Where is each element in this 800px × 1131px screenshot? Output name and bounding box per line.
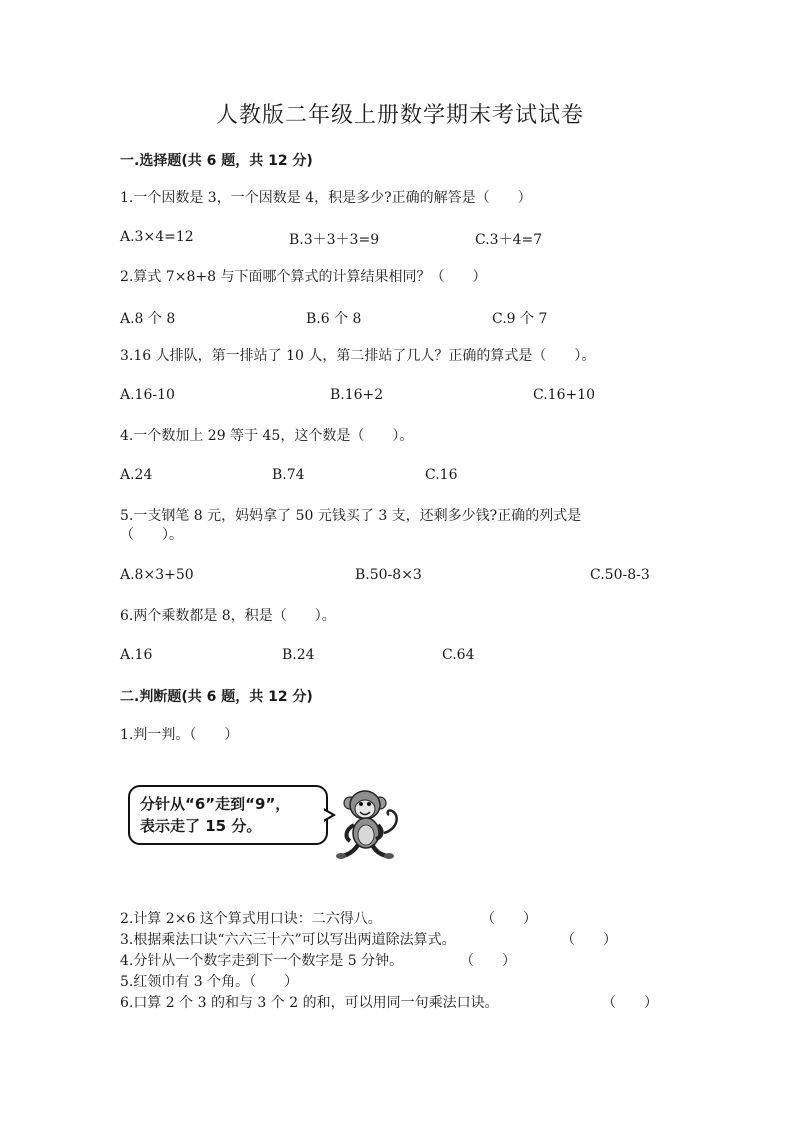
q2-option-a[interactable]: A.8 个 8 (120, 311, 176, 327)
q5-option-a[interactable]: A.8×3+50 (120, 567, 194, 583)
q6-option-a[interactable]: A.16 (120, 647, 153, 663)
q5-option-b[interactable]: B.50-8×3 (355, 567, 422, 583)
bubble-line-1: 分针从“6”走到“9”， (140, 795, 291, 813)
speech-bubble (128, 785, 328, 845)
q3-option-a[interactable]: A.16-10 (120, 387, 175, 403)
q3-option-b[interactable]: B.16+2 (330, 387, 384, 403)
q4-option-c[interactable]: C.16 (425, 467, 458, 483)
q4-option-a[interactable]: A.24 (120, 467, 153, 483)
judge-item-4-paren[interactable]: （ ） (460, 953, 516, 969)
judge-item-5: 5.红领巾有 3 个角。（ ） (120, 974, 299, 990)
judge-item-2-paren[interactable]: （ ） (481, 911, 537, 927)
q1-option-b[interactable]: B.3＋3＋3=9 (289, 232, 380, 248)
bubble-tail-inner (323, 810, 332, 820)
judge-question-1: 1.判一判。（ ） (120, 727, 239, 743)
judge-item-3: 3.根据乘法口诀“六六三十六”可以写出两道除法算式。 (120, 932, 456, 948)
page-title: 人教版二年级上册数学期末考试试卷 (215, 103, 584, 128)
question-4: 4.一个数加上 29 等于 45，这个数是（ ）。 (120, 428, 414, 444)
section-heading-judgement: 二.判断题(共 6 题，共 12 分) (120, 689, 313, 705)
question-5: 5.一支钢笔 8 元，妈妈拿了 50 元钱买了 3 支，还剩多少钱?正确的列式是 (120, 508, 582, 524)
q2-option-b[interactable]: B.6 个 8 (306, 311, 362, 327)
q1-option-c[interactable]: C.3＋4=7 (475, 232, 543, 248)
judge-item-6: 6.口算 2 个 3 的和与 3 个 2 的和，可以用同一句乘法口诀。 (120, 995, 499, 1011)
bubble-line-2: 表示走了 15 分。 (140, 817, 262, 835)
q5-option-c[interactable]: C.50-8-3 (590, 567, 650, 583)
judge-item-3-paren[interactable]: （ ） (561, 932, 617, 948)
judge-item-4: 4.分针从一个数字走到下一个数字是 5 分钟。 (120, 953, 404, 969)
section-heading-choice: 一.选择题(共 6 题，共 12 分) (120, 153, 313, 169)
question-3: 3.16 人排队，第一排站了 10 人，第二排站了几人？正确的算式是（ ）。 (120, 348, 596, 364)
judge-item-6-paren[interactable]: （ ） (602, 995, 658, 1011)
question-6: 6.两个乘数都是 8，积是（ ）。 (120, 608, 336, 624)
question-5-continued: （ ）。 (120, 527, 183, 543)
judge-item-2: 2.计算 2×6 这个算式用口诀：二六得八。 (120, 911, 382, 927)
q3-option-c[interactable]: C.16+10 (533, 387, 596, 403)
q6-option-b[interactable]: B.24 (282, 647, 315, 663)
q1-option-a[interactable]: A.3×4=12 (120, 229, 194, 245)
question-1: 1.一个因数是 3，一个因数是 4，积是多少?正确的解答是（ ） (120, 190, 532, 206)
q4-option-b[interactable]: B.74 (272, 467, 305, 483)
q2-option-c[interactable]: C.9 个 7 (492, 311, 548, 327)
question-2: 2.算式 7×8+8 与下面哪个算式的计算结果相同？（ ） (120, 269, 487, 285)
monkey-illustration (332, 785, 402, 860)
q6-option-c[interactable]: C.64 (442, 647, 475, 663)
